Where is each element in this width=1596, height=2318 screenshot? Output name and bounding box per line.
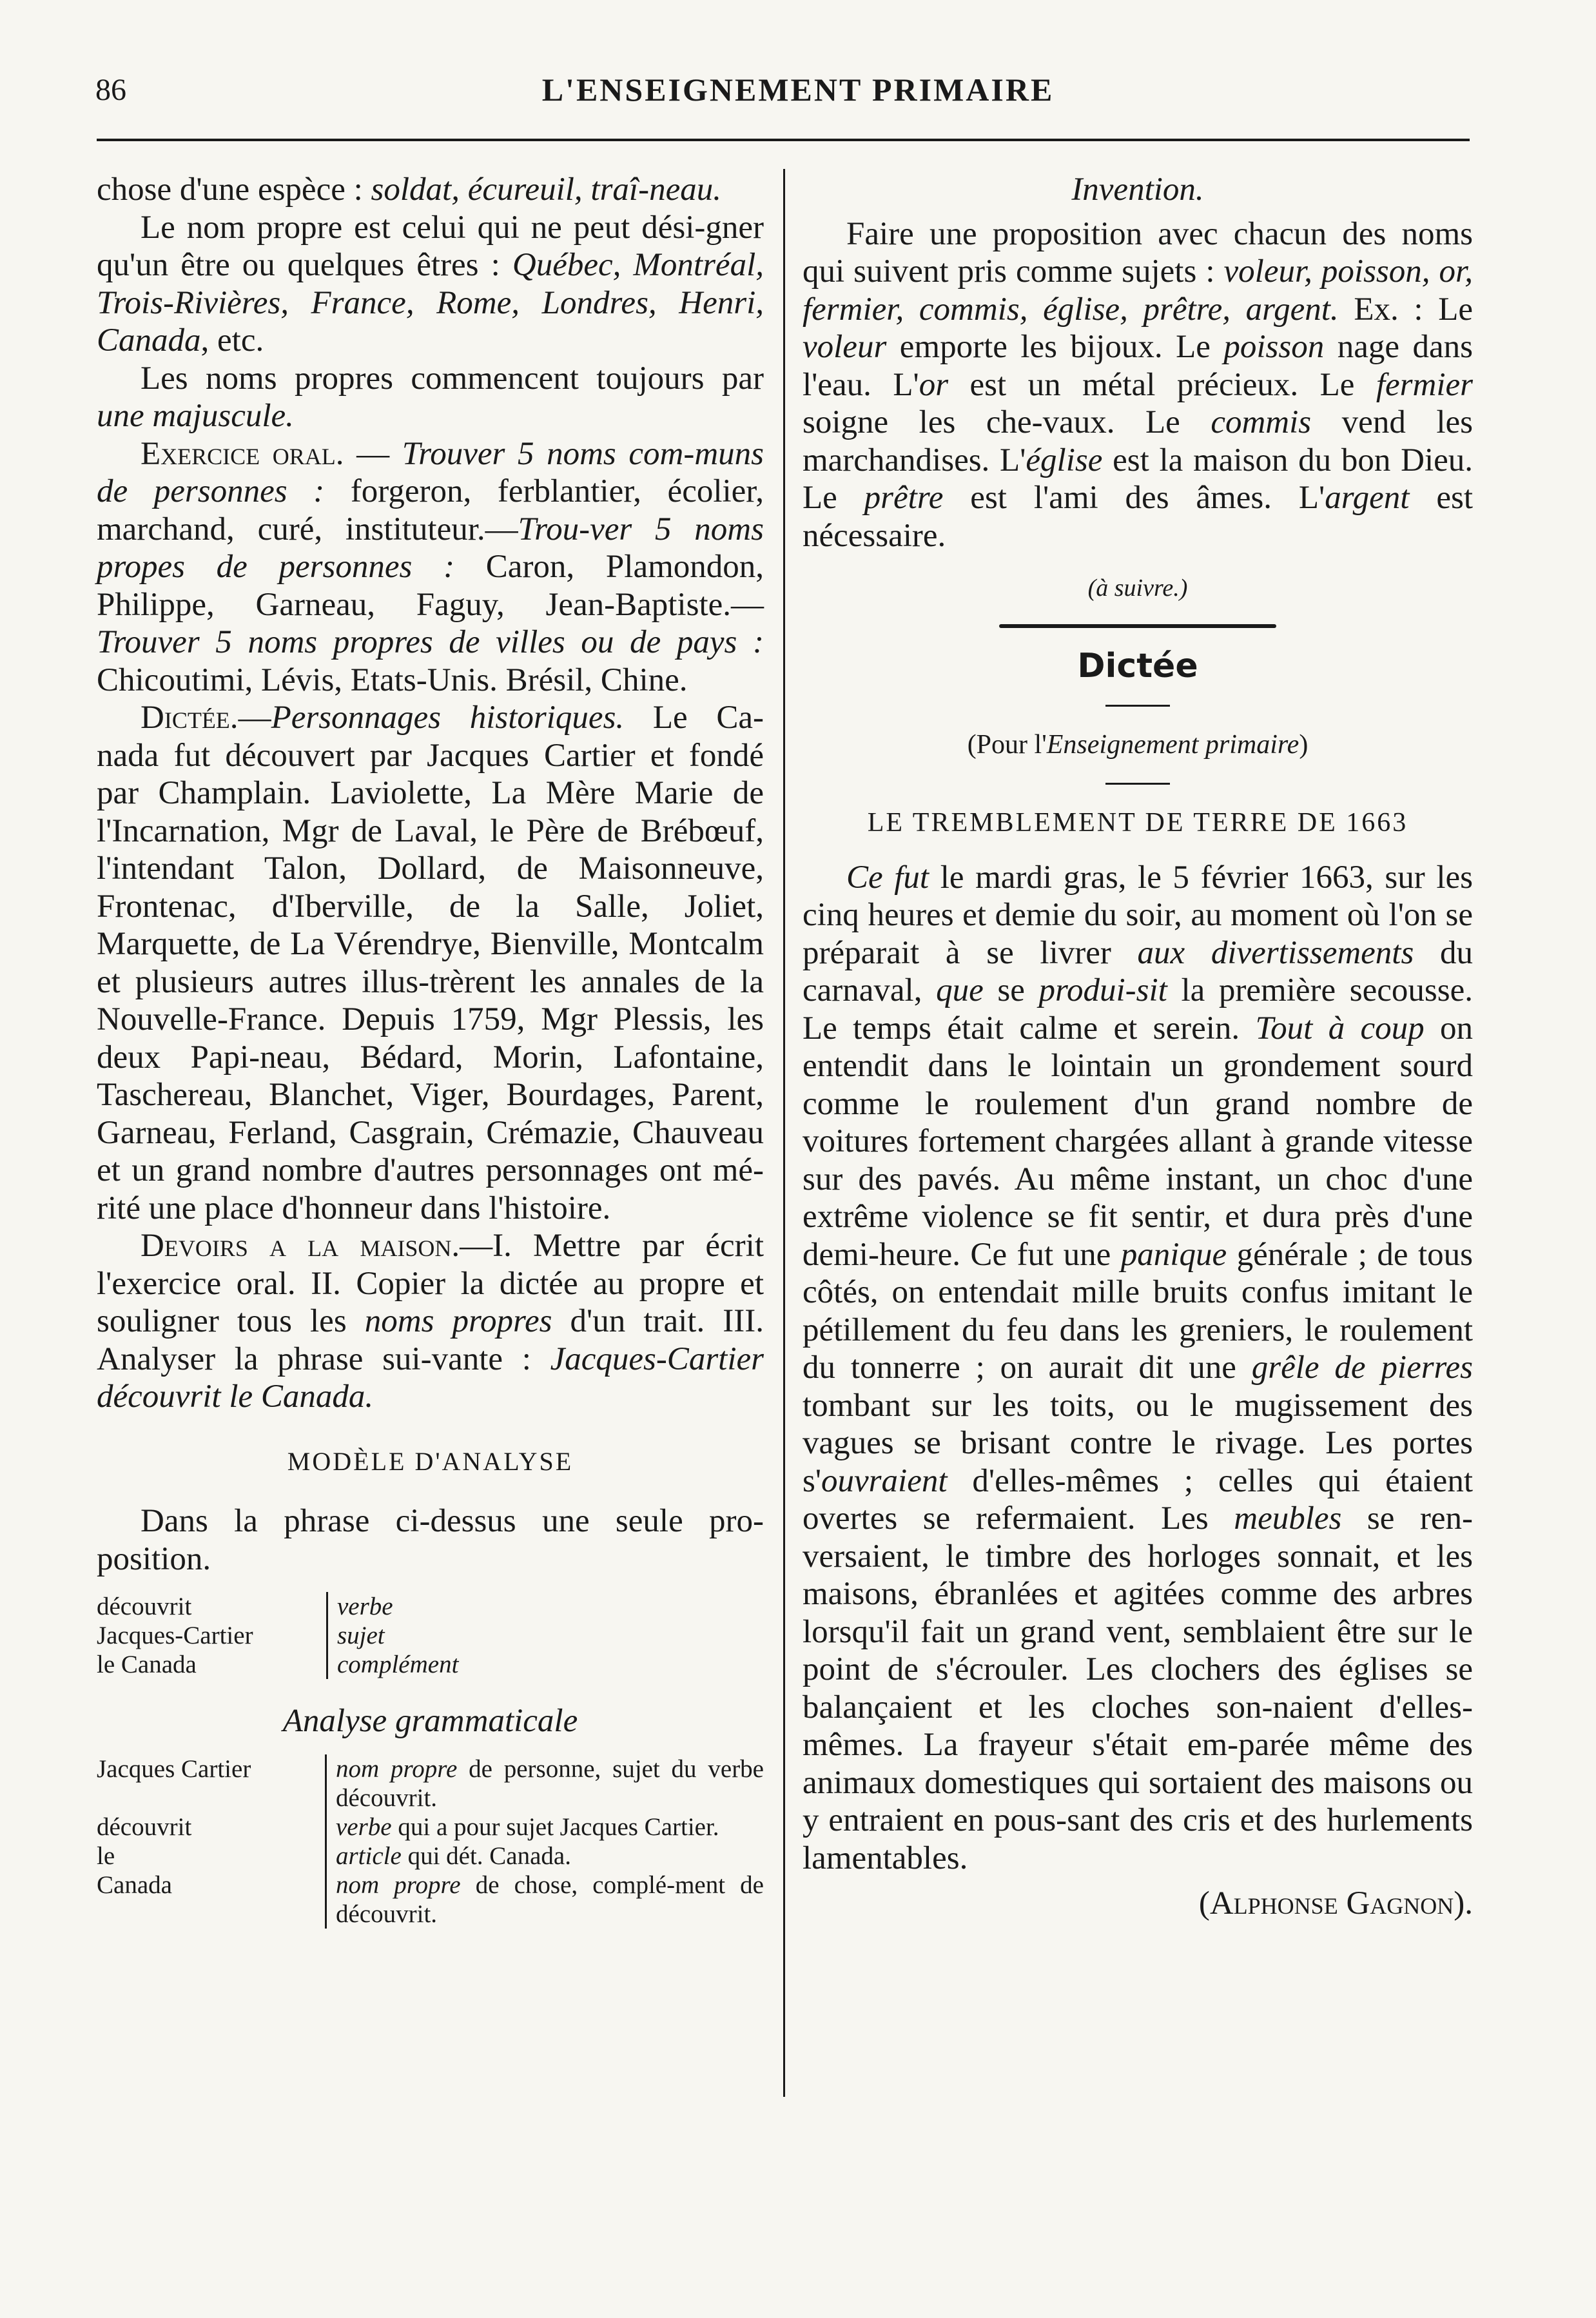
paragraph: chose d'une espèce : soldat, écureuil, traî-neau. — [97, 172, 721, 208]
analysis-row — [97, 1650, 509, 1679]
grammar-row — [97, 1842, 764, 1871]
paragraph: Ce fut le mardi gras, le 5 février 1663, sur les cinq heures et demie du soir, au moment où l'on se préparait à se livrer aux divertissements du carnaval, que se produi-sit la première secousse. Le temps était calme et serein. Tout à coup on entendit dans le lointain un grondement sourd comme le roulement d'un grand nombre de voitures fortement chargées allant à grande vitesse sur des pavés. Au même instant, un choc d'une extrême violence se fit sentir, et dura près d'une demi-heure. Ce fut une panique générale ; de tous côtés, on entendait mille bruits confus imitant le pétillement du feu dans les greniers, le roulement du tonnerre ; on aurait dit une grêle de pierres tombant sur les toits, ou le mugissement des vagues se brisant contre le rivage. Les portes s'ouvraient d'elles-mêmes ; celles qui étaient overtes se refermaient. Les meubles se ren-versaient, le timbre des horloges sonnait, et les maisons, ébranlées et agitées comme des arbres lorsqu'il fait un grand vent, semblaient être sur le point de s'écrouler. Les clochers des églises se balançaient et les cloches son-naient d'elles-mêmes. La frayeur s'était em-parée même des animaux domestiques qui sortaient des maisons ou y entraient en pous-sant des cris et des hurlements lamentables. — [803, 859, 1474, 1876]
short-rule — [1105, 783, 1170, 785]
grammar-description: article qui dét. Canada. — [326, 1842, 764, 1871]
paragraph: Les noms propres commencent toujours par une majuscule. — [97, 360, 764, 434]
analysis-role: verbe — [327, 1592, 509, 1621]
story-heading: LE TREMBLEMENT DE TERRE DE 1663 — [867, 808, 1408, 838]
to-be-continued: (à suivre.) — [1087, 575, 1188, 602]
paragraph: Faire une proposition avec chacun des noms qui suivent pris comme sujets : voleur, poisson, or, fermier, commis, église, prêtre, argent. Ex. : Le voleur emporte les bijoux. Le poisson nage dans l'eau. L'or est un métal précieux. Le fermier soigne les che-vaux. Le commis vend les marchandises. L'église est la maison du bon Dieu. Le prêtre est l'ami des âmes. L'argent est nécessaire. — [803, 215, 1474, 554]
paragraph: Le nom propre est celui qui ne peut dési-gner qu'un être ou quelques êtres : Québec, Montréal, Trois-Rivières, France, Rome, Londres, Henri, Canada, etc. — [97, 209, 764, 359]
dictee-heading: Dictée — [1077, 647, 1198, 685]
analysis-word: découvrit — [97, 1593, 192, 1620]
logical-analysis-table — [97, 1592, 509, 1679]
short-rule — [1105, 705, 1170, 707]
grammar-word: le — [97, 1842, 115, 1870]
paragraph: Dans la phrase ci-dessus une seule pro-position. — [97, 1503, 764, 1577]
grammar-word: Canada — [97, 1871, 172, 1899]
left-column — [97, 171, 764, 1929]
invention-heading: Invention. — [1071, 172, 1204, 208]
running-title: L'ENSEIGNEMENT PRIMAIRE — [541, 72, 1055, 108]
grammar-word: Jacques Cartier — [97, 1754, 251, 1783]
header-rule — [97, 139, 1470, 141]
paragraph: Devoirs a la maison.—I. Mettre par écrit l'exercice oral. II. Copier la dictée au propre et souligner tous les noms propres d'un trait. III. Analyser la phrase sui-vante : Jacques-Cartier découvrit le Canada. — [97, 1228, 764, 1415]
analysis-row — [97, 1621, 509, 1650]
grammar-row — [97, 1754, 764, 1812]
source-note: (Pour l'Enseignement primaire) — [967, 729, 1309, 760]
grammar-description: nom propre de chose, complé-ment de découvrit. — [326, 1871, 764, 1929]
analysis-role: complément — [327, 1650, 509, 1679]
author-signature: (Alphonse Gagnon). — [1198, 1885, 1473, 1921]
grammar-analysis-heading: Analyse grammaticale — [282, 1703, 578, 1739]
grammar-word: découvrit — [97, 1812, 192, 1841]
grammar-description: verbe qui a pour sujet Jacques Cartier. — [326, 1812, 764, 1842]
grammar-row — [97, 1812, 764, 1842]
paragraph: Dictée.—Personnages historiques. Le Ca-nada fut découvert par Jacques Cartier et fondé par Champlain. Laviolette, La Mère Marie de l'Incarnation, Mgr de Laval, le Père de Brébœuf, l'intendant Talon, Dollard, de Maisonneuve, Frontenac, d'Iberville, de la Salle, Joliet, Marquette, de La Vérendrye, Bienville, Montcalm et plusieurs autres illus-trèrent les annales de la Nouvelle-France. Depuis 1759, Mgr Plessis, les deux Papi-neau, Bédard, Morin, Lafontaine, Taschereau, Blanchet, Viger, Bourdages, Parent, Garneau, Ferland, Casgrain, Crémazie, Chauveau et un grand nombre d'autres personnages ont mé-rité une place d'honneur dans l'histoire. — [97, 700, 764, 1226]
grammar-row — [97, 1871, 764, 1929]
page-number: 86 — [95, 73, 126, 107]
model-analysis-heading: MODÈLE D'ANALYSE — [287, 1446, 574, 1476]
analysis-row — [97, 1592, 509, 1621]
column-divider — [783, 169, 785, 2097]
analysis-word: le Canada — [97, 1651, 197, 1678]
grammar-description: nom propre de personne, sujet du verbe découvrit. — [326, 1754, 764, 1812]
paragraph: Exercice oral. — Trouver 5 noms com-muns de personnes : forgeron, ferblantier, écolier, marchand, curé, instituteur.—Trou-ver 5 noms propes de personnes : Caron, Plamondon, Philippe, Garneau, Faguy, Jean-Baptiste.—Trouver 5 noms propres de villes ou de pays : Chicoutimi, Lévis, Etats-Unis. Brésil, Chine. — [97, 435, 764, 698]
analysis-role: sujet — [327, 1621, 509, 1650]
right-column — [803, 171, 1473, 1923]
analysis-word: Jacques-Cartier — [97, 1622, 253, 1649]
grammar-analysis-table — [97, 1754, 764, 1929]
section-separator — [999, 624, 1276, 628]
